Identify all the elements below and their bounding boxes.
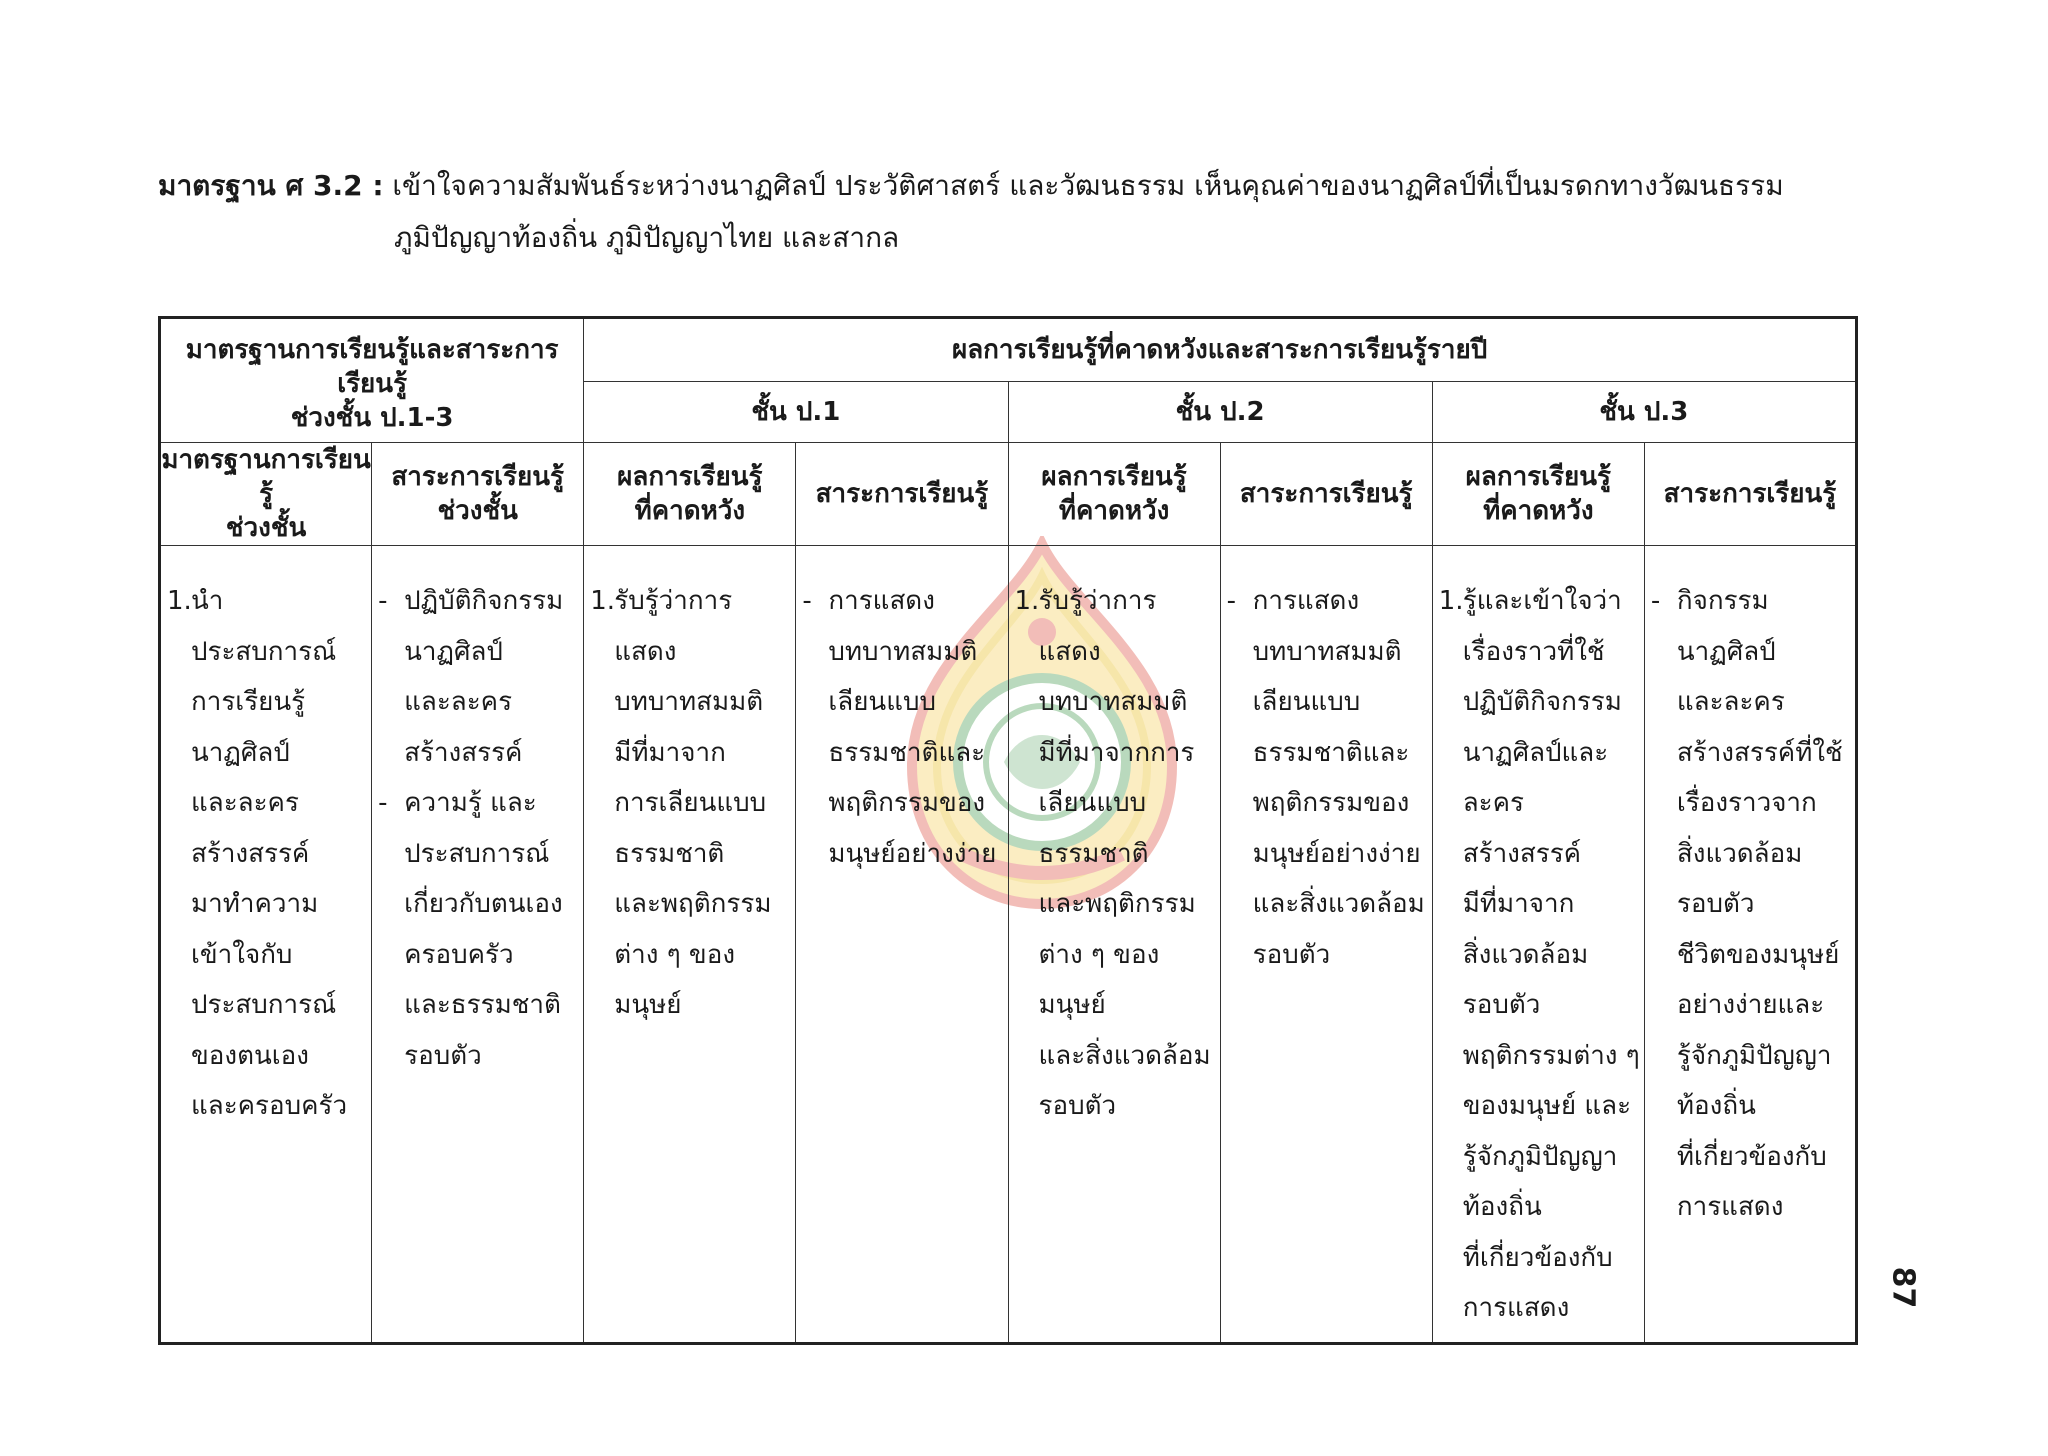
cell-item-list	[1227, 576, 1428, 980]
list-item-marker: -	[802, 586, 812, 616]
standard-label: มาตรฐาน ศ 3.2 :	[158, 169, 384, 202]
standard-heading	[158, 160, 1878, 264]
cell-p3-content	[1644, 546, 1856, 1344]
standard-description: เข้าใจความสัมพันธ์ระหว่างนาฏศิลป์ ประวัติศาสตร์ และวัฒนธรรม เห็นคุณค่าของนาฏศิลป์ที่เป็นมรดกทางวัฒนธรรม	[383, 169, 1784, 202]
standard-line-1	[158, 160, 1878, 212]
column-header-p3-content: สาระการเรียนรู้	[1644, 443, 1856, 546]
cell-item-list	[590, 576, 791, 1031]
cell-p3-outcome	[1432, 546, 1644, 1344]
column-header-p3-outcome: ผลการเรียนรู้ ที่คาดหวัง	[1432, 443, 1644, 546]
list-item	[378, 778, 579, 1081]
list-item-marker: 1.	[1438, 586, 1464, 616]
column-header-p1-outcome: ผลการเรียนรู้ ที่คาดหวัง	[584, 443, 796, 546]
cell-item-list	[378, 576, 579, 1081]
list-item-text: รู้และเข้าใจว่า เรื่องราวที่ใช้ ปฏิบัติกิจกรรม นาฏศิลป์และ ละครสร้างสรรค์ มีที่มาจาก สิ่งแวดล้อม รอบตัว พฤติกรรมต่าง ๆ ของมนุษย์ และ รู้จักภูมิปัญญา ท้องถิ่น ที่เกี่ยวข้องกับ การแสดง	[1462, 586, 1640, 1323]
cell-item-list	[1015, 576, 1216, 1132]
list-item-text: กิจกรรม นาฏศิลป์ และละคร สร้างสรรค์ที่ใช้ เรื่องราวจาก สิ่งแวดล้อม รอบตัว ชีวิตของมนุษย์ อย่างง่ายและ รู้จักภูมิปัญญา ท้องถิ่น ที่เกี่ยวข้องกับ การแสดง	[1676, 586, 1843, 1222]
list-item-marker: 1.	[590, 586, 616, 616]
list-item	[590, 576, 791, 1031]
list-item-text: ปฏิบัติกิจกรรม นาฏศิลป์ และละคร สร้างสรรค์	[404, 586, 564, 768]
list-item	[1439, 576, 1640, 1334]
list-item-text: การแสดง บทบาทสมมติ เลียนแบบ ธรรมชาติและ พฤติกรรมของ มนุษย์อย่างง่าย	[828, 586, 997, 869]
cell-p2-content	[1220, 546, 1432, 1344]
list-item	[1651, 576, 1851, 1233]
list-item-text: นำประสบการณ์ การเรียนรู้ นาฏศิลป์ และละคร สร้างสรรค์ มาทำความ เข้าใจกับ ประสบการณ์ ของตนเอง และครอบครัว	[191, 586, 348, 1121]
list-item-text: ความรู้ และ ประสบการณ์ เกี่ยวกับตนเอง ครอบครัว และธรรมชาติ รอบตัว	[404, 788, 563, 1071]
list-item-marker: -	[1650, 586, 1661, 616]
annual-header: ผลการเรียนรู้ที่คาดหวังและสาระการเรียนรู้รายปี	[584, 318, 1857, 382]
cell-p2-outcome	[1008, 546, 1220, 1344]
curriculum-table	[158, 316, 1858, 1345]
column-header-p1-content: สาระการเรียนรู้	[796, 443, 1008, 546]
list-item	[378, 576, 579, 778]
table-row	[160, 546, 1857, 1344]
list-item	[1227, 576, 1428, 980]
cell-p1-outcome	[584, 546, 796, 1344]
list-item-marker: -	[378, 586, 388, 616]
list-item-text: รับรู้ว่าการแสดง บทบาทสมมติ มีที่มาจาก การเลียนแบบ ธรรมชาติ และพฤติกรรม ต่าง ๆ ของมนุษย์	[614, 586, 772, 1020]
list-item-text: รับรู้ว่าการแสดง บทบาทสมมติ มีที่มาจากการ เลียนแบบ ธรรมชาติ และพฤติกรรม ต่าง ๆ ของมนุษย์ และสิ่งแวดล้อม รอบตัว	[1038, 586, 1211, 1121]
list-item-marker: 1.	[1014, 586, 1040, 616]
column-header-p2-content: สาระการเรียนรู้	[1220, 443, 1432, 546]
column-header-range-standard: มาตรฐานการเรียนรู้ ช่วงชั้น	[160, 443, 372, 546]
column-header-range-content: สาระการเรียนรู้ ช่วงชั้น	[372, 443, 584, 546]
grade-header-p2: ชั้น ป.2	[1008, 382, 1432, 443]
cell-item-list	[802, 576, 1003, 879]
list-item-marker: 1.	[167, 586, 192, 616]
list-item-text: การแสดง บทบาทสมมติ เลียนแบบ ธรรมชาติและ พฤติกรรมของ มนุษย์อย่างง่าย และสิ่งแวดล้อม รอบตัว	[1252, 586, 1425, 970]
column-header-p2-outcome: ผลการเรียนรู้ ที่คาดหวัง	[1008, 443, 1220, 546]
page-number: 87	[1885, 1266, 1921, 1309]
cell-range-content	[372, 546, 584, 1344]
grade-header-p1: ชั้น ป.1	[584, 382, 1008, 443]
list-item-marker: -	[1226, 586, 1237, 616]
list-item	[1015, 576, 1216, 1132]
standard-description-continued: ภูมิปัญญาท้องถิ่น ภูมิปัญญาไทย และสากล	[394, 221, 900, 254]
range-header: มาตรฐานการเรียนรู้และสาระการเรียนรู้ ช่วงชั้น ป.1-3	[160, 318, 584, 443]
cell-range-standard	[160, 546, 372, 1344]
cell-item-list	[167, 576, 367, 1132]
list-item	[802, 576, 1003, 879]
grade-header-p3: ชั้น ป.3	[1432, 382, 1856, 443]
cell-item-list	[1439, 576, 1640, 1334]
list-item-marker: -	[378, 788, 388, 818]
cell-p1-content	[796, 546, 1008, 1344]
cell-item-list	[1651, 576, 1851, 1233]
list-item	[167, 576, 367, 1132]
